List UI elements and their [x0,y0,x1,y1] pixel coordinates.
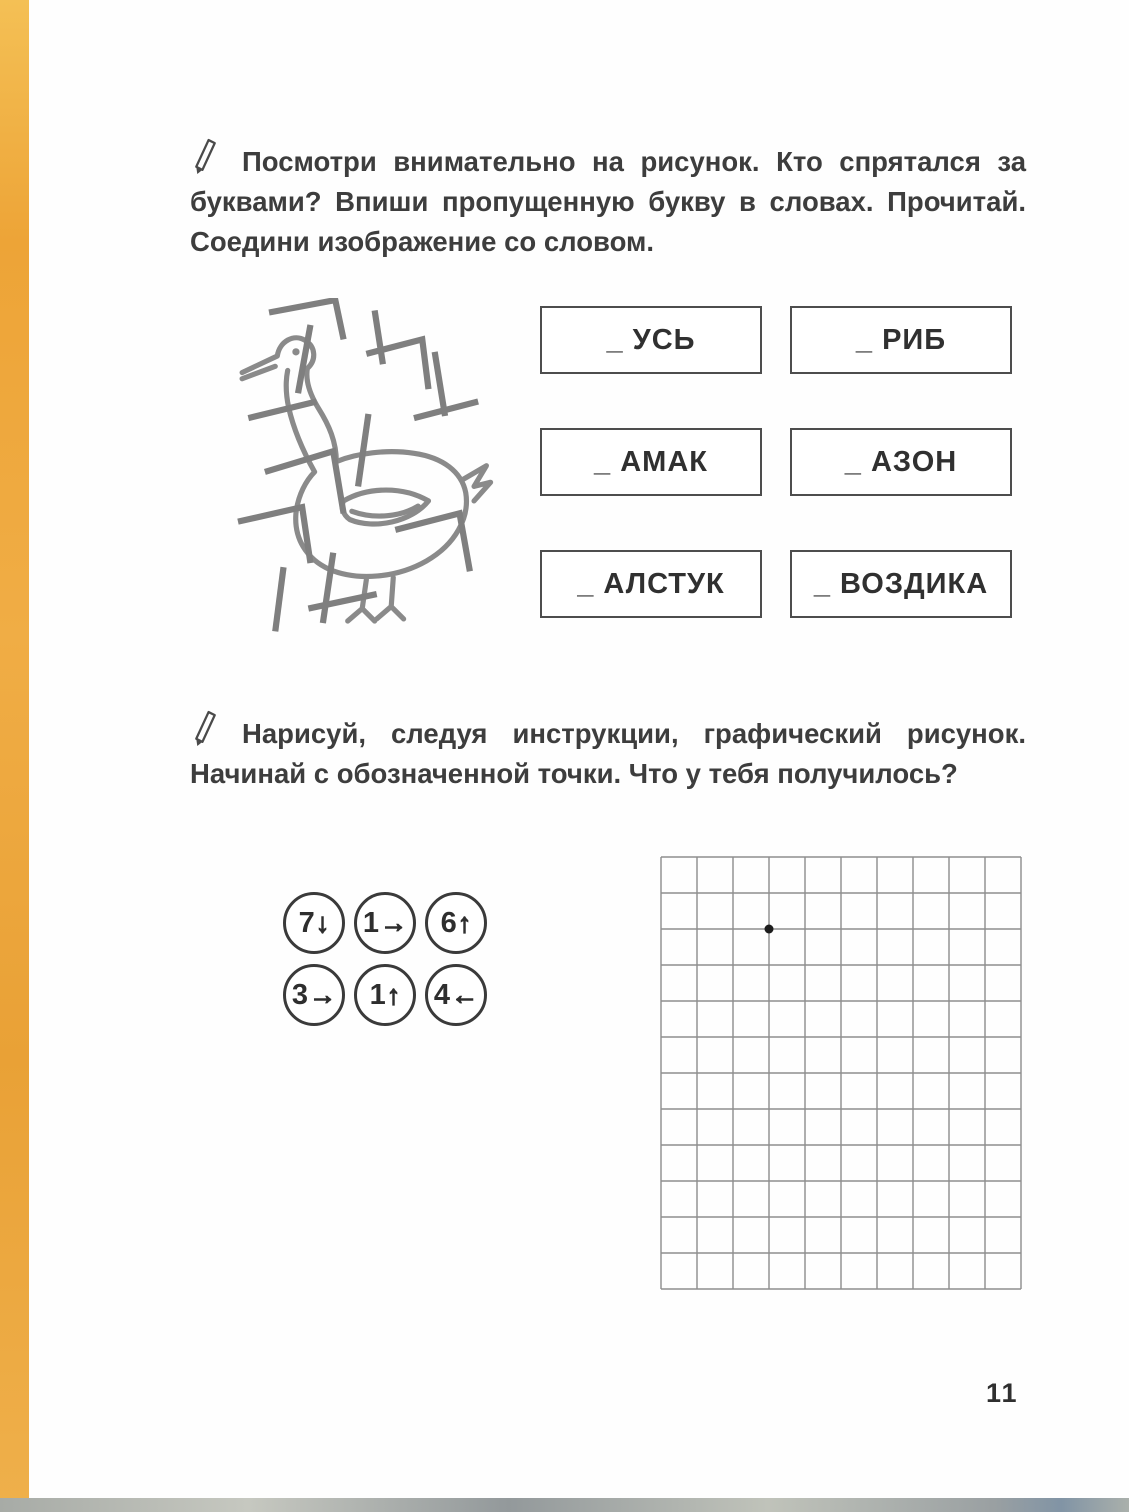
word-boxes [540,306,1012,618]
instruction-step [425,892,487,954]
arrow-down-icon: ↓ [315,907,330,938]
instruction-step [283,892,345,954]
task2-instructions: Нарисуй, следуя инструкции, графический рисунок. Начинай с обозначенной точки. Что у тебя получилось? [190,718,1026,789]
arrow-up-icon: ↑ [457,907,472,938]
word-label: _ ВОЗДИКА [813,567,989,600]
page-number: 11 [986,1378,1019,1408]
drawing-grid [659,855,1023,1291]
word-label: _ АЛСТУК [577,567,725,600]
step-count: 1 [369,978,386,1011]
word-label: _ РИБ [855,323,947,356]
instruction-step [425,964,487,1026]
start-dot [765,925,774,934]
step-count: 6 [440,906,457,939]
step-count: 7 [298,906,315,939]
page-bottom-strip [0,1498,1129,1512]
word-label: _ АМАК [594,445,708,478]
instruction-circles [283,892,487,1026]
page-edge-strip [0,0,29,1512]
word-label: _ УСЬ [606,323,696,356]
step-count: 4 [433,978,451,1011]
word-label: _ АЗОН [844,445,958,478]
goose-puzzle-image [210,298,502,650]
instruction-step [354,892,416,954]
arrow-right-icon: → [309,979,337,1010]
task1-instructions: Посмотри внимательно на рисунок. Кто спрятался за буквами? Впиши пропущенную букву в словах. Прочитай. Соедини изображение со словом. [190,146,1026,257]
word-box [540,306,762,374]
word-box [540,550,762,618]
instruction-step [283,964,345,1026]
arrow-left-icon: ← [451,979,479,1010]
step-count: 3 [291,978,309,1011]
word-box [790,428,1012,496]
word-box [540,428,762,496]
arrow-right-icon: → [380,907,408,938]
arrow-up-icon: ↑ [386,979,401,1010]
step-count: 1 [362,906,380,939]
word-box [790,550,1012,618]
instruction-step [354,964,416,1026]
word-box [790,306,1012,374]
